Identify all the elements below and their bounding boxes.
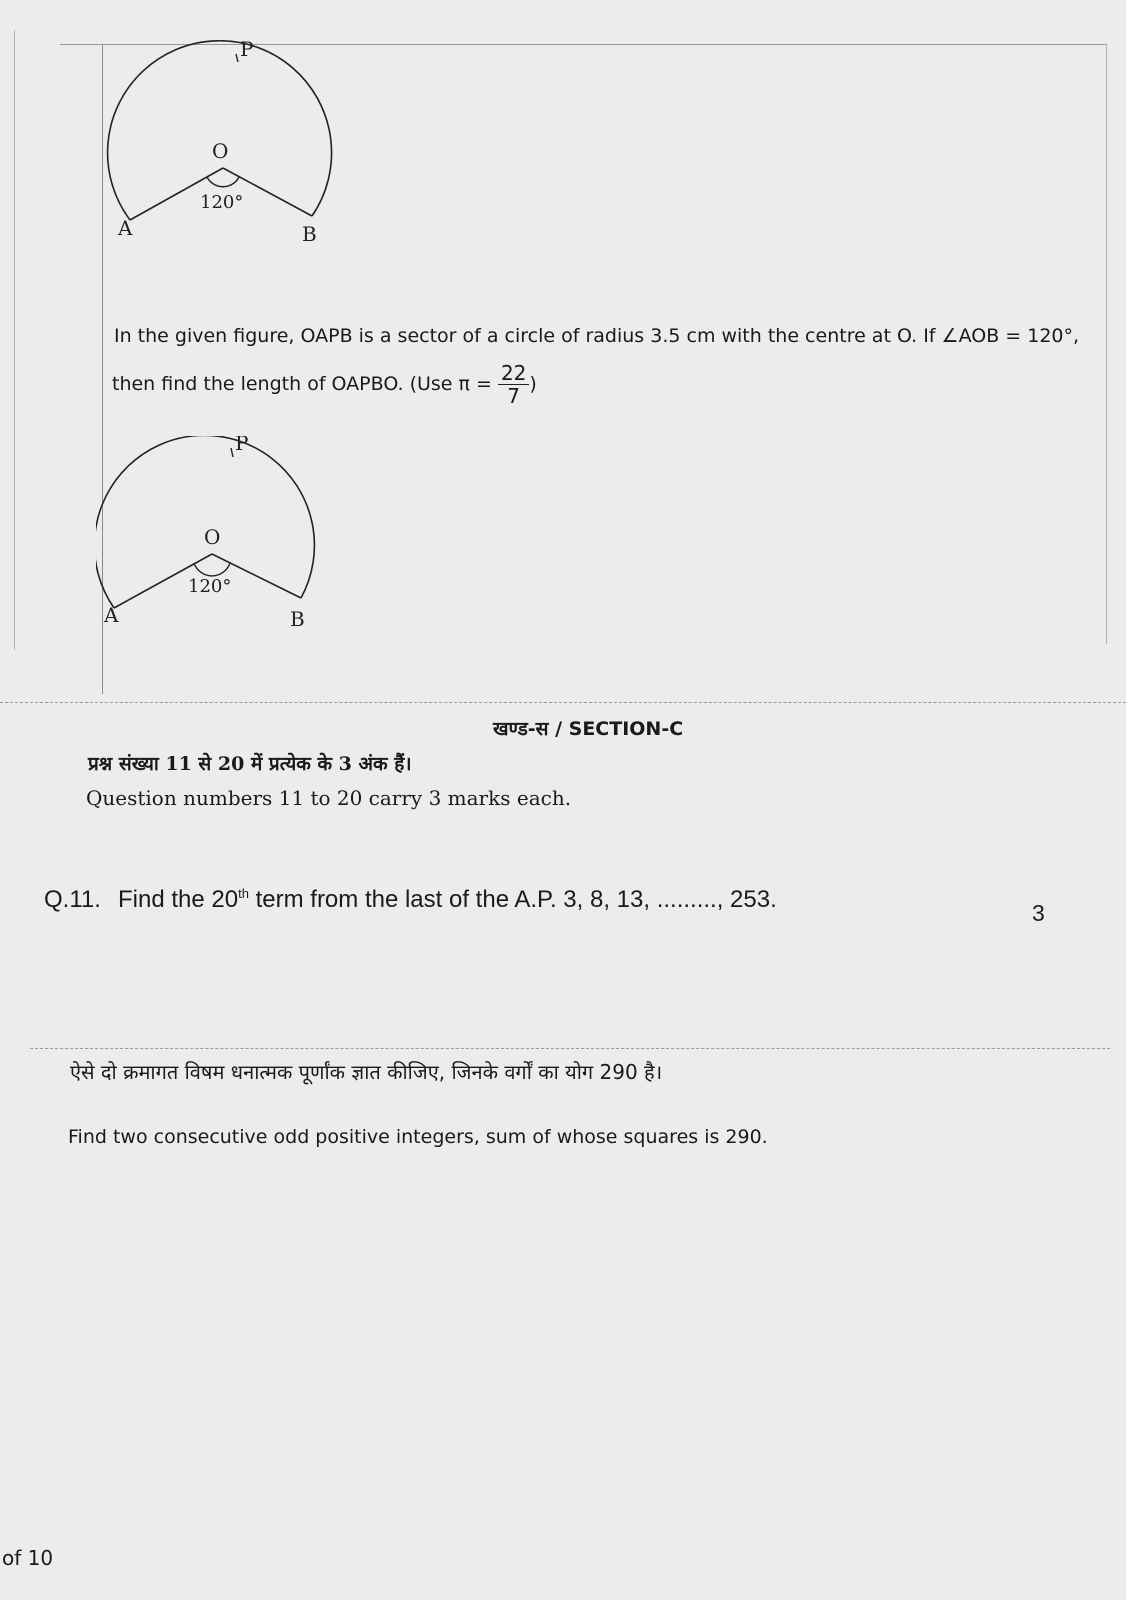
section-heading: खण्ड-स / SECTION-C — [493, 718, 684, 740]
q10-line2 — [112, 362, 537, 407]
angle-arc — [207, 177, 239, 187]
page-footer: of 10 — [2, 1546, 54, 1570]
right-margin-line — [1106, 44, 1107, 644]
q11-prefix: Q.11. — [44, 886, 101, 913]
section-divider-1 — [0, 702, 1126, 703]
q11-marks: 3 — [1032, 900, 1045, 926]
pi-fraction — [498, 362, 529, 407]
q11-text-before: Find the 20 — [118, 886, 239, 913]
label-a: A — [104, 603, 119, 627]
tick-p — [236, 54, 238, 62]
label-a: A — [118, 216, 133, 240]
label-p: P — [235, 436, 249, 455]
q10-line2-text: then find the length of OAPBO. (Use π = — [112, 373, 492, 395]
q11-superscript: th — [238, 886, 249, 901]
q11-text — [118, 886, 777, 914]
fraction-denominator: 7 — [507, 384, 521, 408]
label-b: B — [290, 607, 305, 631]
label-angle: 120° — [200, 192, 244, 213]
outer-left-line — [14, 30, 15, 650]
label-o: O — [204, 525, 221, 549]
fraction-numerator: 22 — [498, 362, 529, 385]
tick-p — [231, 448, 233, 457]
angle-arc — [194, 563, 230, 576]
label-angle: 120° — [188, 576, 232, 597]
section-english-instruction: Question numbers 11 to 20 carry 3 marks each. — [86, 786, 572, 810]
label-o: O — [212, 139, 229, 163]
sector-figure-bottom — [96, 436, 336, 636]
q12-hindi: ऐसे दो क्रमागत विषम धनात्मक पूर्णांक ज्ञात कीजिए, जिनके वर्गों का योग 290 है। — [70, 1060, 663, 1084]
section-divider-2 — [30, 1048, 1110, 1049]
close-paren: ) — [529, 373, 537, 395]
q10-line1: In the given figure, OAPB is a sector of a circle of radius 3.5 cm with the centre at O. If ∠AOB = 120°, — [114, 325, 1080, 347]
q11-text-after: term from the last of the A.P. 3, 8, 13, ........., 253. — [248, 886, 777, 913]
label-b: B — [302, 222, 317, 246]
label-p: P — [240, 40, 254, 61]
q12-english: Find two consecutive odd positive integers, sum of whose squares is 290. — [68, 1126, 768, 1148]
section-hindi-instruction: प्रश्न संख्या 11 से 20 में प्रत्येक के 3 अंक हैं। — [88, 753, 412, 775]
sector-figure-top — [100, 40, 360, 250]
